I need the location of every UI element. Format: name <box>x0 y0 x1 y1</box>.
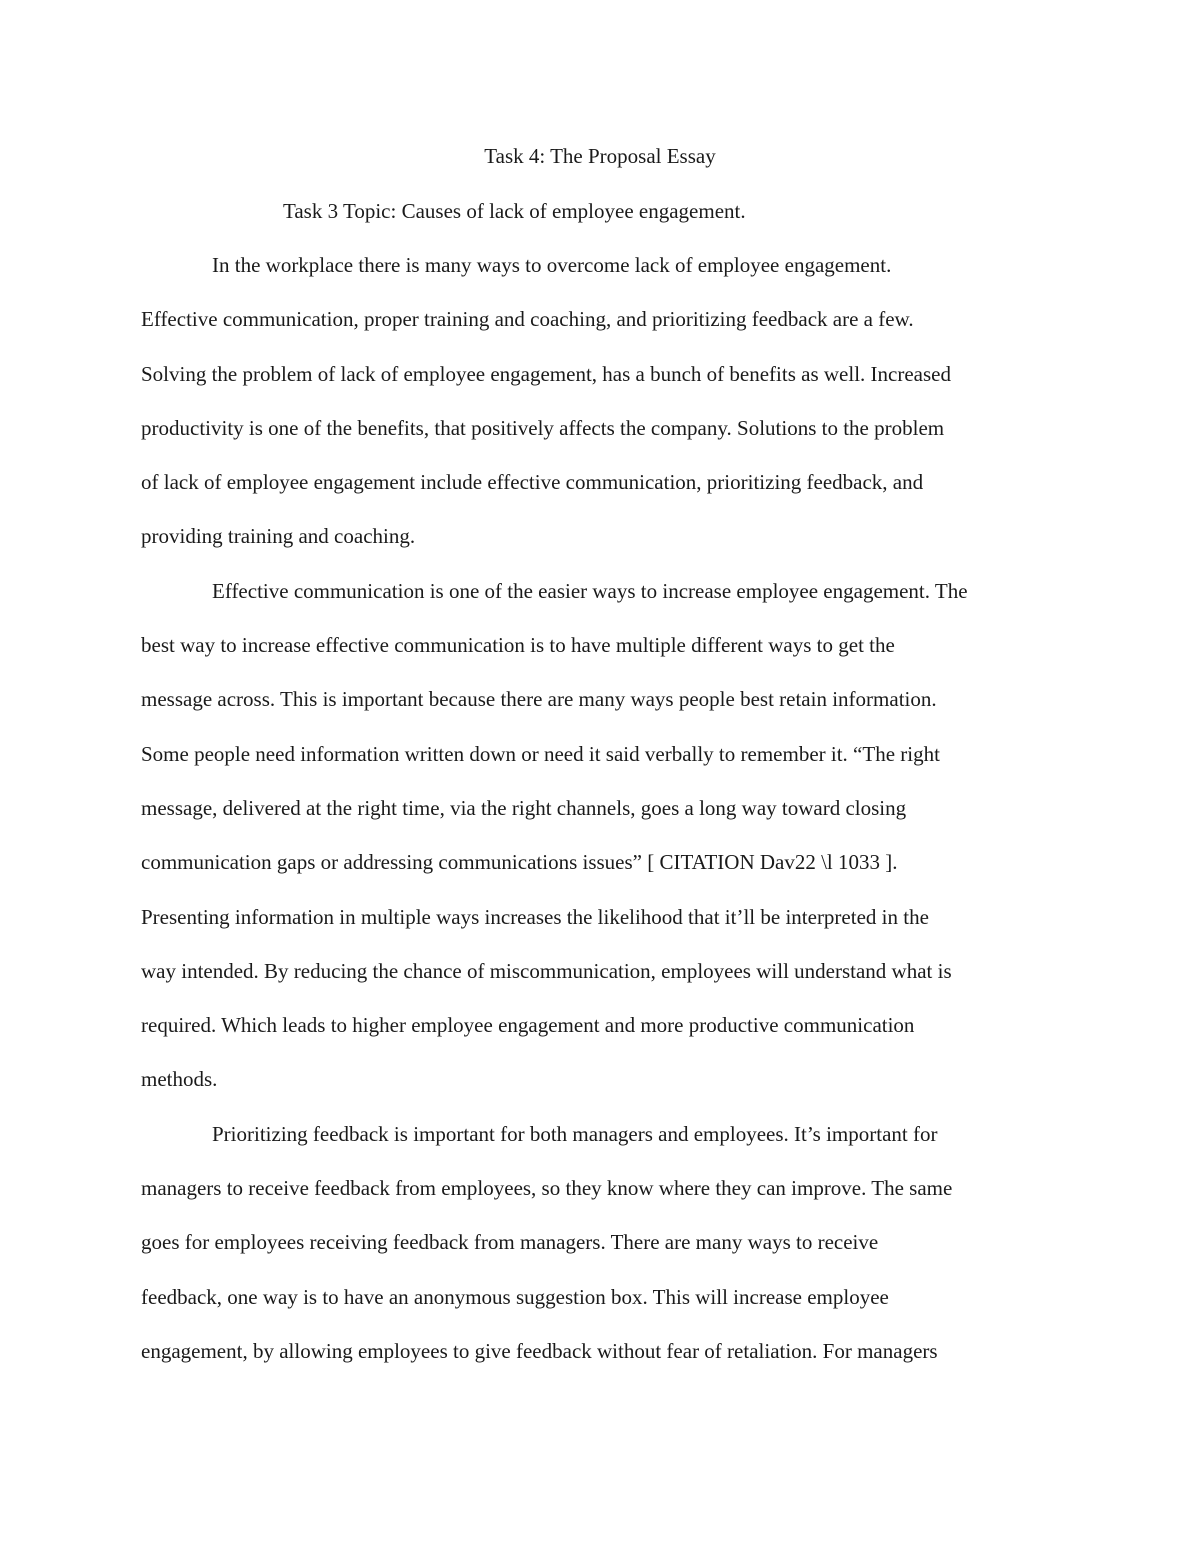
text-line: best way to increase effective communication is to have multiple different ways to get the <box>141 633 895 658</box>
document-title: Task 4: The Proposal Essay <box>484 144 716 168</box>
text-line: methods. <box>141 1067 218 1092</box>
text-line: message, delivered at the right time, via the right channels, goes a long way toward closing <box>141 795 907 820</box>
text-line: productivity is one of the benefits, that positively affects the company. Solutions to the problem <box>141 415 945 440</box>
text-line: required. Which leads to higher employee engagement and more productive communication <box>141 1013 915 1038</box>
paragraph-2-first-line: Effective communication is one of the easier ways to increase employee engagement. The <box>212 578 968 603</box>
text-line: communication gaps or addressing communications issues” [ CITATION Dav22 \l 1033 ]. <box>141 850 898 875</box>
paragraph-3-first-line: Prioritizing feedback is important for both managers and employees. It’s important for <box>212 1121 938 1146</box>
text-line: Effective communication, proper training and coaching, and prioritizing feedback are a few. <box>141 307 914 332</box>
text-line: Some people need information written down or need it said verbally to remember it. “The right <box>141 741 940 766</box>
text-line: feedback, one way is to have an anonymous suggestion box. This will increase employee <box>141 1284 889 1309</box>
text-line: message across. This is important because there are many ways people best retain information. <box>141 687 937 712</box>
text-line: Solving the problem of lack of employee engagement, has a bunch of benefits as well. Increased <box>141 361 951 386</box>
document-subtitle: Task 3 Topic: Causes of lack of employee engagement. <box>283 199 746 223</box>
text-line: engagement, by allowing employees to give feedback without fear of retaliation. For managers <box>141 1338 938 1363</box>
text-line: Presenting information in multiple ways increases the likelihood that it’ll be interpreted in the <box>141 904 929 929</box>
paragraph-1-first-line: In the workplace there is many ways to overcome lack of employee engagement. <box>212 253 892 277</box>
text-line: goes for employees receiving feedback from managers. There are many ways to receive <box>141 1230 879 1255</box>
document-body <box>141 250 1081 1390</box>
text-line: providing training and coaching. <box>141 524 416 549</box>
text-line: of lack of employee engagement include effective communication, prioritizing feedback, and <box>141 470 924 495</box>
text-line: way intended. By reducing the chance of miscommunication, employees will understand what is <box>141 958 952 983</box>
text-line: managers to receive feedback from employees, so they know where they can improve. The same <box>141 1176 953 1201</box>
